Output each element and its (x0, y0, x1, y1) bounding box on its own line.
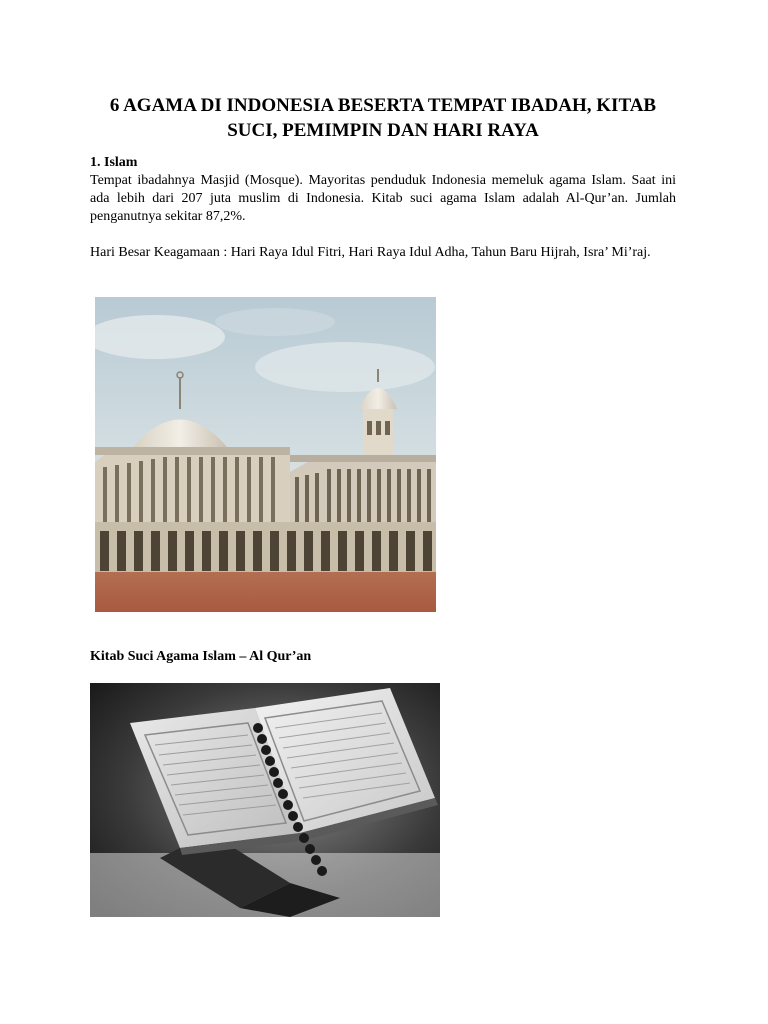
quran-caption: Kitab Suci Agama Islam – Al Qur’an (90, 649, 312, 664)
paragraph-holidays: Hari Besar Keagamaan : Hari Raya Idul Fitri, Hari Raya Idul Adha, Tahun Baru Hijrah, Isra’ Mi’raj. (90, 245, 651, 260)
section-heading-islam: 1. Islam (90, 155, 138, 170)
mosque-illustration (95, 297, 436, 612)
document-title: 6 AGAMA DI INDONESIA BESERTA TEMPAT IBADAH, KITAB SUCI, PEMIMPIN DAN HARI RAYA (109, 95, 657, 141)
quran-photo (90, 683, 440, 917)
quran-illustration (90, 683, 440, 917)
mosque-photo (95, 297, 436, 612)
paragraph-place-of-worship: Tempat ibadahnya Masjid (Mosque). Mayoritas penduduk Indonesia memeluk agama Islam. Saat ini ada lebih dari 207 juta muslim di Indonesia. Kitab suci agama Islam adalah Al-Qur’an. Jumlah penganutnya sekitar 87,2%. (90, 173, 676, 224)
